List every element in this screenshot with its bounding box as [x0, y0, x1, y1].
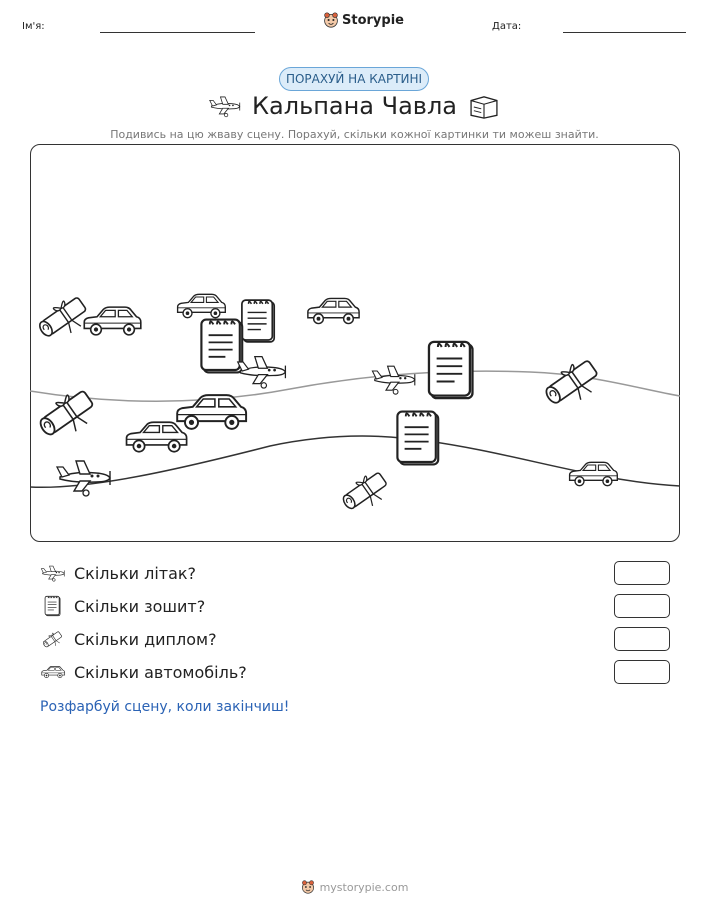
question-row — [40, 659, 670, 685]
car-icon — [307, 298, 358, 323]
question-row — [40, 560, 670, 586]
question-text: Скільки автомобіль? — [74, 662, 247, 682]
box-icon — [468, 95, 500, 119]
page-title: Кальпана Чавла — [251, 92, 457, 120]
activity-badge: ПОРАХУЙ НА КАРТИНІ — [279, 67, 429, 91]
footer-url[interactable]: mystorypie.com — [319, 880, 409, 894]
scene-frame — [30, 144, 680, 542]
answer-box[interactable] — [614, 660, 670, 684]
diploma-icon — [540, 355, 603, 413]
question-text: Скільки літак? — [74, 563, 197, 583]
mascot-icon — [323, 12, 339, 28]
date-label: Дата: — [492, 21, 522, 32]
name-field[interactable] — [100, 32, 255, 33]
airplane-icon — [40, 564, 66, 582]
coloring-note: Розфарбуй сцену, коли закінчиш! — [40, 699, 290, 715]
brand-name: Storypie — [342, 12, 404, 28]
car-icon — [569, 462, 617, 485]
answer-box[interactable] — [614, 627, 670, 651]
footer — [0, 880, 709, 894]
answer-box[interactable] — [614, 561, 670, 585]
car-icon — [177, 294, 225, 317]
scene-drawing — [30, 144, 680, 542]
notebook-icon — [201, 319, 242, 372]
airplane-icon — [57, 461, 110, 496]
question-text: Скільки диплом? — [74, 629, 217, 649]
car-icon — [40, 665, 66, 679]
instructions: Подивись на цю жваву сцену. Порахуй, скільки кожної картинки ти можеш знайти. — [110, 128, 599, 141]
diploma-icon — [34, 386, 99, 446]
brand-logo — [323, 12, 404, 28]
car-icon — [84, 307, 141, 335]
airplane-icon — [237, 356, 285, 388]
notebook-icon — [428, 341, 472, 397]
diploma-icon — [338, 468, 392, 518]
notebook-icon — [241, 300, 273, 342]
answer-box[interactable] — [614, 594, 670, 618]
airplane-icon — [372, 366, 414, 394]
notebook-icon — [397, 411, 438, 464]
question-row — [40, 593, 670, 619]
diploma-icon — [41, 627, 65, 651]
name-label: Ім'я: — [22, 21, 45, 32]
date-field[interactable] — [563, 32, 686, 33]
question-text: Скільки зошит? — [74, 596, 206, 616]
notebook-icon — [44, 595, 62, 617]
question-row — [40, 626, 670, 652]
mascot-icon — [301, 880, 315, 894]
diploma-icon — [34, 293, 92, 346]
car-icon — [126, 422, 186, 451]
